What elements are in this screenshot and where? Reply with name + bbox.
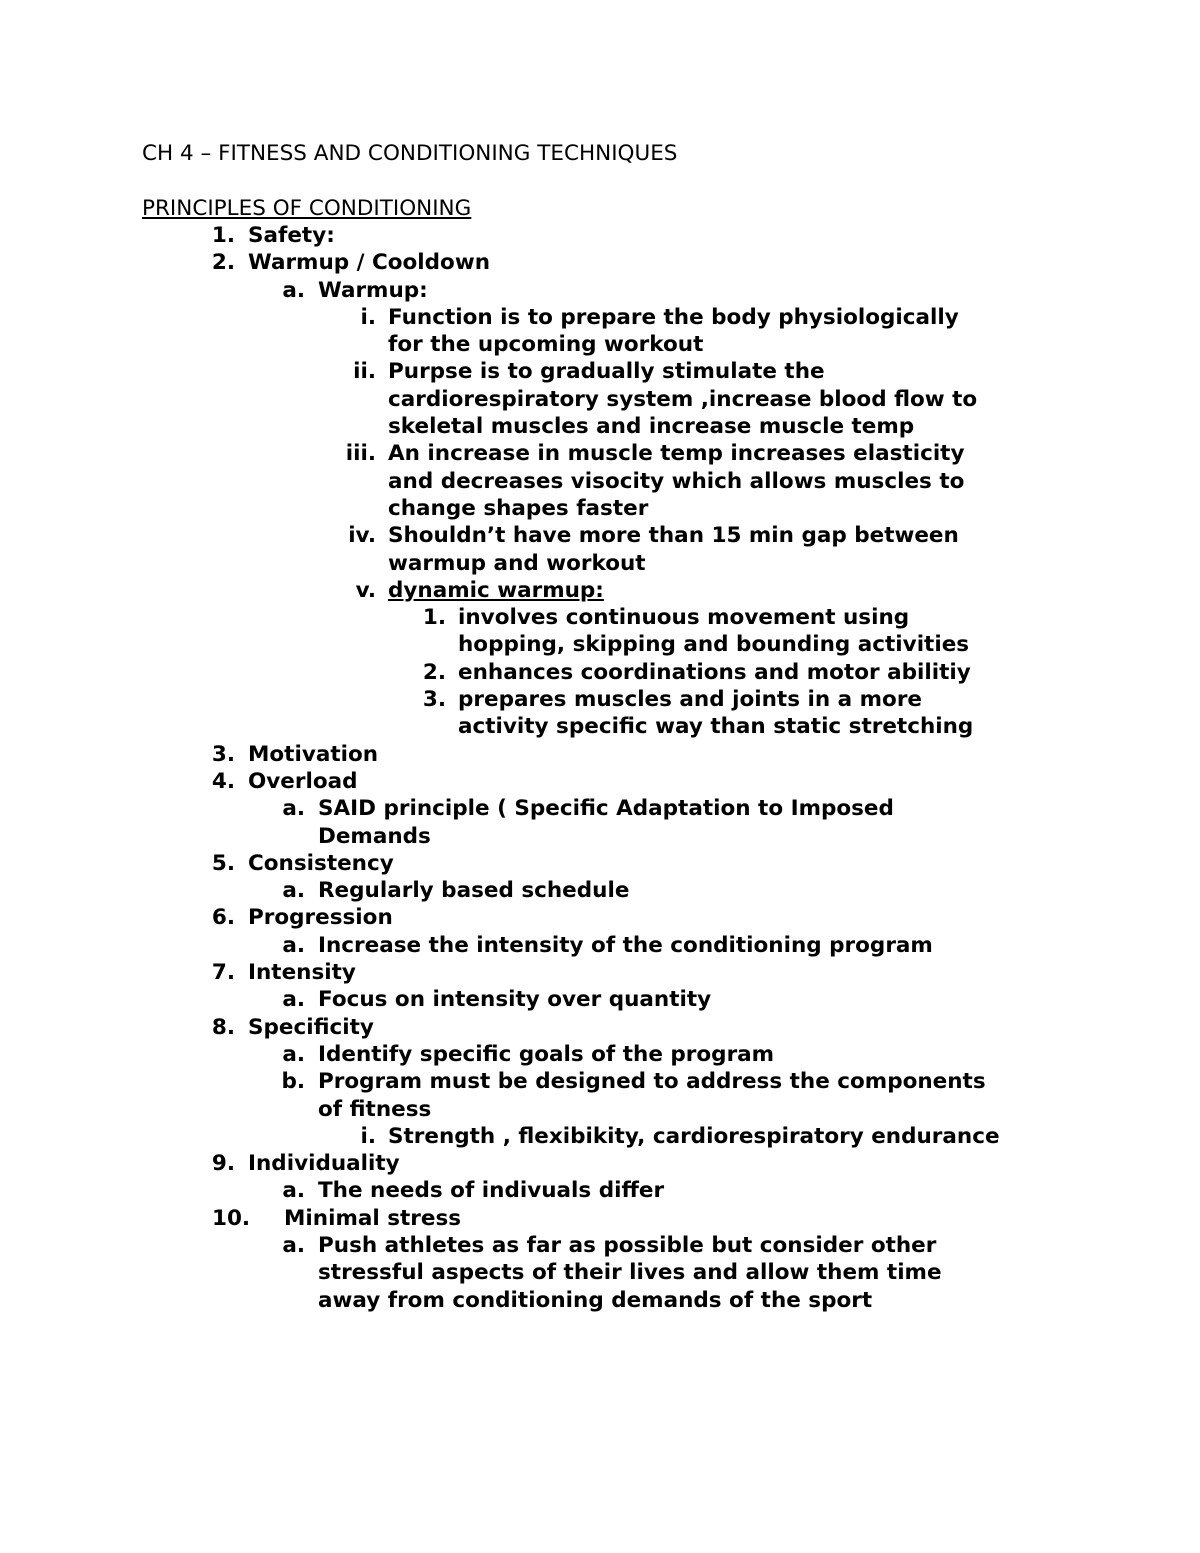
outline-item-text: The needs of indivuals differ: [318, 1178, 665, 1204]
outline-item-text: Strength , flexibikity, cardiorespiratory endurance: [388, 1123, 1000, 1149]
outline-item-text: and decreases visocity which allows muscles to: [388, 468, 965, 494]
outline-item: [0, 1232, 1200, 1314]
list-marker: 9.: [211, 1151, 235, 1177]
outline-item-text: Focus on intensity over quantity: [318, 987, 712, 1013]
outline-item: [0, 440, 1200, 522]
list-marker: i.: [360, 1123, 376, 1149]
outline-item: [0, 249, 1200, 276]
outline-item-text: Shouldn’t have more than 15 min gap between: [388, 523, 959, 549]
outline-item-text: away from conditioning demands of the sport: [318, 1287, 873, 1313]
outline-item-text: Consistency: [248, 850, 394, 876]
list-marker: 10.: [212, 1205, 251, 1231]
list-marker: a.: [282, 1178, 305, 1204]
outline-list: [0, 222, 1200, 1314]
outline-item-text: skeletal muscles and increase muscle temp: [388, 414, 915, 440]
outline-item-text: Warmup / Cooldown: [248, 250, 491, 276]
outline-item-text: Push athletes as far as possible but consider other: [318, 1232, 937, 1258]
outline-item: [0, 604, 1200, 659]
outline-item: [0, 304, 1200, 359]
outline-item: [0, 1177, 1200, 1204]
list-marker: i.: [360, 304, 376, 330]
list-marker: 3.: [211, 741, 235, 767]
outline-item: [0, 522, 1200, 577]
list-marker: b.: [281, 1069, 305, 1095]
list-marker: 7.: [211, 960, 235, 986]
list-marker: 1.: [422, 605, 446, 631]
outline-item-text: Increase the intensity of the conditioning program: [318, 932, 933, 958]
outline-item: [0, 577, 1200, 604]
outline-item: [0, 768, 1200, 795]
outline-item-text: Progression: [248, 905, 393, 931]
outline-item-text: involves continuous movement using: [458, 605, 910, 631]
list-marker: v.: [355, 577, 376, 603]
outline-item-text: Purpse is to gradually stimulate the: [388, 359, 825, 385]
list-marker: a.: [282, 987, 305, 1013]
outline-item-text: SAID principle ( Specific Adaptation to Imposed: [318, 796, 894, 822]
outline-item: [0, 659, 1200, 686]
outline-item-text: warmup and workout: [388, 550, 646, 576]
outline-item-text: dynamic warmup:: [388, 577, 604, 603]
list-marker: 6.: [211, 905, 235, 931]
outline-item-text: prepares muscles and joints in a more: [458, 687, 923, 713]
outline-item: [0, 358, 1200, 440]
list-marker: iv.: [348, 523, 376, 549]
list-marker: a.: [282, 878, 305, 904]
outline-item-text: cardiorespiratory system ,increase blood flow to: [388, 386, 978, 412]
outline-item-text: Function is to prepare the body physiologically: [388, 304, 959, 330]
list-marker: 2.: [211, 250, 235, 276]
outline-item: [0, 986, 1200, 1013]
outline-item-text: Demands: [318, 823, 431, 849]
outline-item: [0, 1205, 1200, 1232]
outline-item-text: change shapes faster: [388, 495, 649, 521]
outline-item-text: Safety:: [248, 223, 335, 248]
list-marker: 1.: [211, 223, 235, 248]
outline-item: [0, 277, 1200, 304]
outline-item-text: hopping, skipping and bounding activities: [458, 632, 970, 658]
outline-item: [0, 1150, 1200, 1177]
list-marker: a.: [282, 1041, 305, 1067]
list-marker: a.: [282, 932, 305, 958]
outline-item-text: Overload: [248, 768, 358, 794]
outline-item-text: Specificity: [248, 1014, 374, 1040]
section-heading: PRINCIPLES OF CONDITIONING: [142, 196, 472, 221]
chapter-title: CH 4 – FITNESS AND CONDITIONING TECHNIQUES: [142, 141, 678, 166]
outline-item: [0, 850, 1200, 877]
outline-item-text: Warmup:: [318, 277, 428, 303]
list-marker: 5.: [211, 850, 235, 876]
outline-item: [0, 686, 1200, 741]
outline-item: [0, 795, 1200, 850]
outline-item: [0, 932, 1200, 959]
list-marker: a.: [282, 277, 305, 303]
list-marker: 2.: [422, 659, 446, 685]
outline-item-text: Motivation: [248, 741, 379, 767]
outline-item-text: Intensity: [248, 960, 356, 986]
outline-item: [0, 741, 1200, 768]
outline-item: [0, 1041, 1200, 1068]
outline-item: [0, 877, 1200, 904]
outline-item-text: Identify specific goals of the program: [318, 1041, 775, 1067]
outline-item-text: Individuality: [248, 1151, 400, 1177]
list-marker: iii.: [345, 441, 376, 467]
list-marker: ii.: [353, 359, 376, 385]
outline-item: [0, 1068, 1200, 1123]
list-marker: 4.: [211, 768, 235, 794]
outline-item: [0, 959, 1200, 986]
outline-item-text: Minimal stress: [284, 1205, 462, 1231]
outline-item-text: stressful aspects of their lives and allow them time: [318, 1260, 942, 1286]
outline-item-text: Regularly based schedule: [318, 878, 630, 904]
list-marker: 8.: [211, 1014, 235, 1040]
outline-item-text: of fitness: [318, 1096, 432, 1122]
outline-item-text: activity specific way than static stretching: [458, 714, 974, 740]
outline-item-text: An increase in muscle temp increases elasticity: [388, 441, 965, 467]
list-marker: a.: [282, 796, 305, 822]
outline-item-text: Program must be designed to address the components: [318, 1069, 986, 1095]
outline-item: [0, 222, 1200, 249]
list-marker: a.: [282, 1232, 305, 1258]
outline-item-text: enhances coordinations and motor abilitiy: [458, 659, 971, 685]
outline-item: [0, 904, 1200, 931]
outline-item: [0, 1014, 1200, 1041]
list-marker: 3.: [422, 687, 446, 713]
outline-item-text: for the upcoming workout: [388, 332, 704, 358]
outline-item: [0, 1123, 1200, 1150]
